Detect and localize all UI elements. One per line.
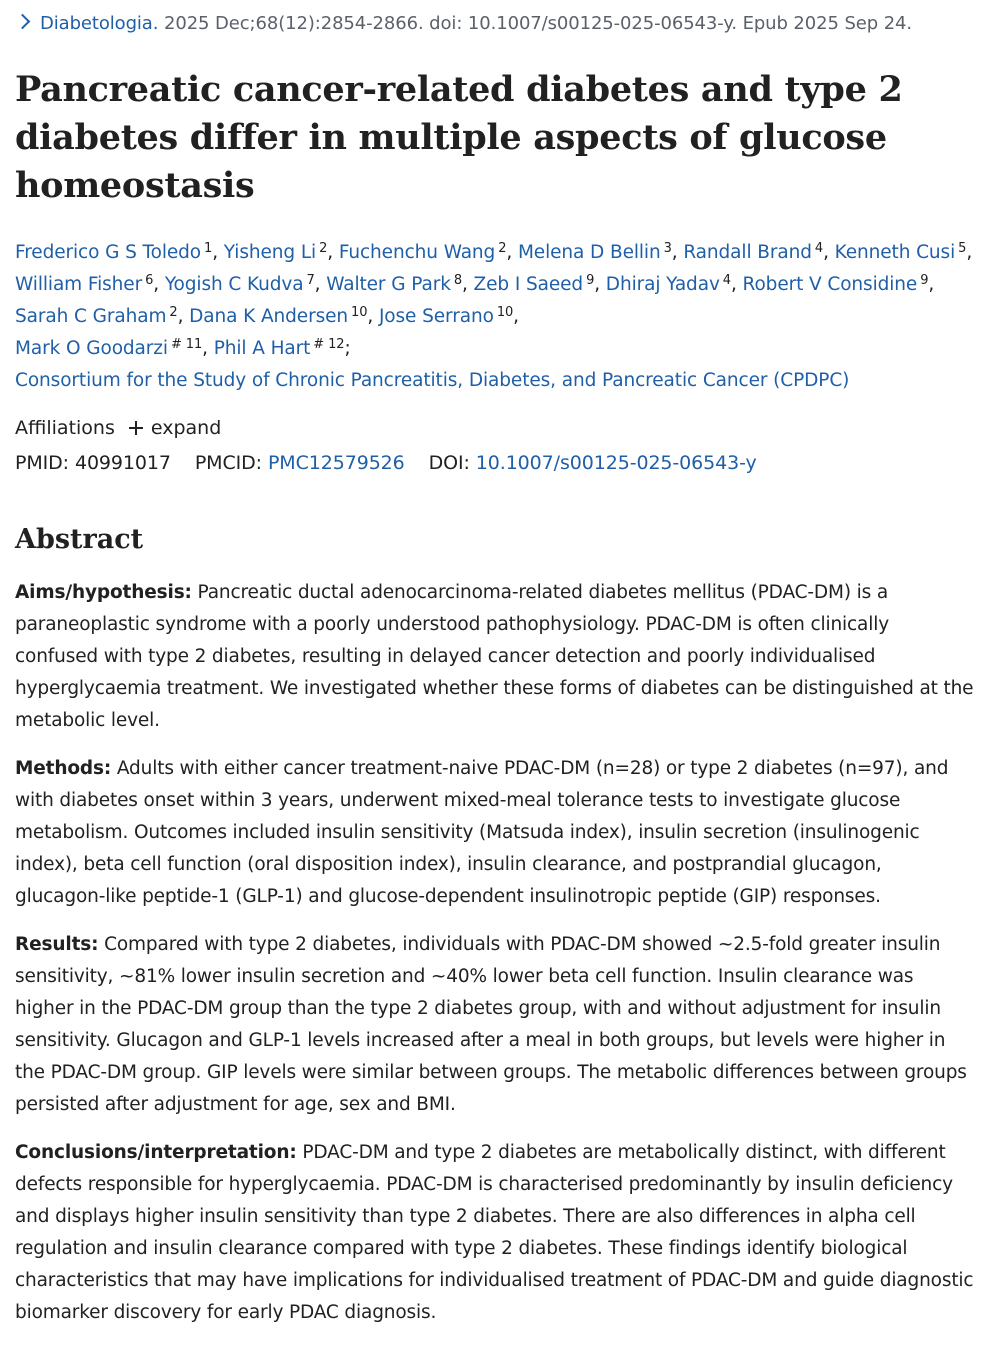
affiliation-ref[interactable]: 3: [663, 241, 672, 256]
author-link[interactable]: Robert V Considine: [742, 274, 918, 295]
author-link[interactable]: Phil A Hart: [213, 338, 311, 359]
affiliations-toggle[interactable]: [15, 417, 221, 439]
consortium-link[interactable]: Consortium for the Study of Chronic Pancreatitis, Diabetes, and Pancreatic Cancer (CPDPC): [15, 370, 850, 391]
doi-label: DOI:: [428, 452, 470, 474]
affiliation-ref[interactable]: 4: [722, 273, 731, 288]
pmcid-label: PMCID:: [194, 452, 262, 474]
affiliation-ref[interactable]: 6: [145, 273, 154, 288]
author-link[interactable]: Dhiraj Yadav: [605, 274, 720, 295]
affiliation-ref[interactable]: 9: [920, 273, 929, 288]
section-label: Conclusions/interpretation:: [15, 1142, 297, 1163]
plus-icon: [129, 421, 143, 435]
author-link[interactable]: Fuchenchu Wang: [338, 242, 496, 263]
section-text: PDAC-DM and type 2 diabetes are metabolically distinct, with different defects responsible for hyperglycaemia. PDAC-DM is characterised predominantly by insulin deficiency and displays higher insulin sensitivity than type 2 diabetes. There are also differences in alpha cell regulation and insulin clearance compared with type 2 diabetes. These findings identify biological characteristics that may have implications for individualised treatment of PDAC-DM and guide diagnostic biomarker discovery for early PDAC diagnosis.: [15, 1142, 974, 1323]
author-list: Frederico G S Toledo $^1$, Yisheng Li $^2$, Fuchenchu Wang $^2$, Melena D Bellin $^3$, Randall Brand $^4$, Kenneth Cusi $^5$, William Fisher $^6$, Yogish C Kudva $^7$, Walter G Park $^8$, Zeb I Saeed $^9$, Dhiraj Yadav $^4$, Robert V Considine $^9$, Sarah C Graham $^2$, Dana K Andersen $^{10}$, Jose Serrano $^{10}$, Mark O Goodarzi $^{\# 11}$, Phil A Hart $^{\# 12}$; Consortium for the Study of Chronic Pancreatitis, Diabetes, and Pancreatic Cancer (CPDPC): [15, 237, 980, 397]
author-link[interactable]: Mark O Goodarzi: [15, 338, 168, 359]
affiliation-ref[interactable]: # 12: [313, 337, 345, 352]
author-link[interactable]: Yisheng Li: [223, 242, 317, 263]
abstract-section: [15, 1137, 975, 1329]
section-text: Compared with type 2 diabetes, individuals with PDAC-DM showed ~2.5-fold greater insulin sensitivity, ~81% lower insulin secretion and ~40% lower beta cell function. Insulin clearance was higher in the PDAC-DM group than the type 2 diabetes group, with and without adjustment for insulin sensitivity. Glucagon and GLP-1 levels increased after a meal in both groups, but levels were higher in the PDAC-DM group. GIP levels were similar between groups. The metabolic differences between groups persisted after adjustment for age, sex and BMI.: [15, 934, 967, 1115]
section-text: Adults with either cancer treatment-naive PDAC-DM (n=28) or type 2 diabetes (n=97), and with diabetes onset within 3 years, underwent mixed-meal tolerance tests to investigate glucose metabolism. Outcomes included insulin sensitivity (Matsuda index), insulin secretion (insulinogenic index), beta cell function (oral disposition index), insulin clearance, and postprandial glucagon, glucagon-like peptide-1 (GLP-1) and glucose-dependent insulinotropic peptide (GIP) responses.: [15, 758, 949, 907]
author-link[interactable]: Melena D Bellin: [517, 242, 661, 263]
affiliation-ref[interactable]: 4: [814, 241, 824, 256]
affiliation-ref[interactable]: 2: [498, 241, 507, 256]
affiliation-ref[interactable]: 8: [453, 273, 462, 288]
author-link[interactable]: Jose Serrano: [378, 306, 494, 327]
affiliation-ref[interactable]: 1: [204, 241, 213, 256]
citation-details: 2025 Dec;68(12):2854-2866. doi: 10.1007/s00125-025-06543-y. Epub 2025 Sep 24.: [163, 13, 913, 34]
abstract-section: [15, 753, 975, 913]
affiliations-label: Affiliations: [15, 417, 115, 439]
pmid-value: 40991017: [74, 452, 171, 474]
journal-link[interactable]: Diabetologia.: [40, 13, 159, 34]
pmid-label: PMID:: [15, 452, 69, 474]
affiliation-ref[interactable]: # 11: [170, 337, 203, 352]
author-link[interactable]: Randall Brand: [683, 242, 812, 263]
section-text: Pancreatic ductal adenocarcinoma-related diabetes mellitus (PDAC-DM) is a paraneoplastic syndrome with a poorly understood pathophysiology. PDAC-DM is often clinically confused with type 2 diabetes, resulting in delayed cancer detection and poorly individualised hyperglycaemia treatment. We investigated whether these forms of diabetes can be distinguished at the metabolic level.: [15, 582, 974, 731]
author-link[interactable]: Kenneth Cusi: [834, 242, 956, 263]
affiliation-ref[interactable]: 2: [319, 241, 328, 256]
affiliation-ref[interactable]: 10: [351, 305, 368, 320]
author-link[interactable]: Sarah C Graham: [15, 306, 167, 327]
citation-line: [15, 13, 912, 34]
author-link[interactable]: William Fisher: [15, 274, 143, 295]
chevron-right-icon[interactable]: [15, 14, 31, 30]
abstract-heading: Abstract: [15, 524, 144, 555]
pmcid-link[interactable]: PMC12579526: [267, 452, 405, 474]
affiliation-ref[interactable]: 2: [169, 305, 178, 320]
section-label: Aims/hypothesis:: [15, 582, 192, 603]
author-link[interactable]: Dana K Andersen: [189, 306, 349, 327]
section-label: Methods:: [15, 758, 112, 779]
affiliation-ref[interactable]: 9: [586, 273, 595, 288]
affiliation-ref[interactable]: 7: [306, 273, 315, 288]
affiliation-ref[interactable]: 5: [958, 241, 967, 256]
section-label: Results:: [15, 934, 99, 955]
author-link[interactable]: Yogish C Kudva: [164, 274, 304, 295]
abstract-body: [15, 577, 975, 1345]
abstract-section: [15, 929, 975, 1121]
author-link[interactable]: Walter G Park: [326, 274, 451, 295]
doi-link[interactable]: 10.1007/s00125-025-06543-y: [475, 452, 757, 474]
affiliation-ref[interactable]: 10: [496, 305, 514, 320]
abstract-section: [15, 577, 975, 737]
article-title: Pancreatic cancer-related diabetes and type 2 diabetes differ in multiple aspects of glucose homeostasis: [15, 69, 903, 206]
expand-label: expand: [150, 417, 222, 439]
author-link[interactable]: Zeb I Saeed: [473, 274, 584, 295]
author-link[interactable]: Frederico G S Toledo: [15, 242, 202, 263]
identifiers: [15, 452, 757, 474]
